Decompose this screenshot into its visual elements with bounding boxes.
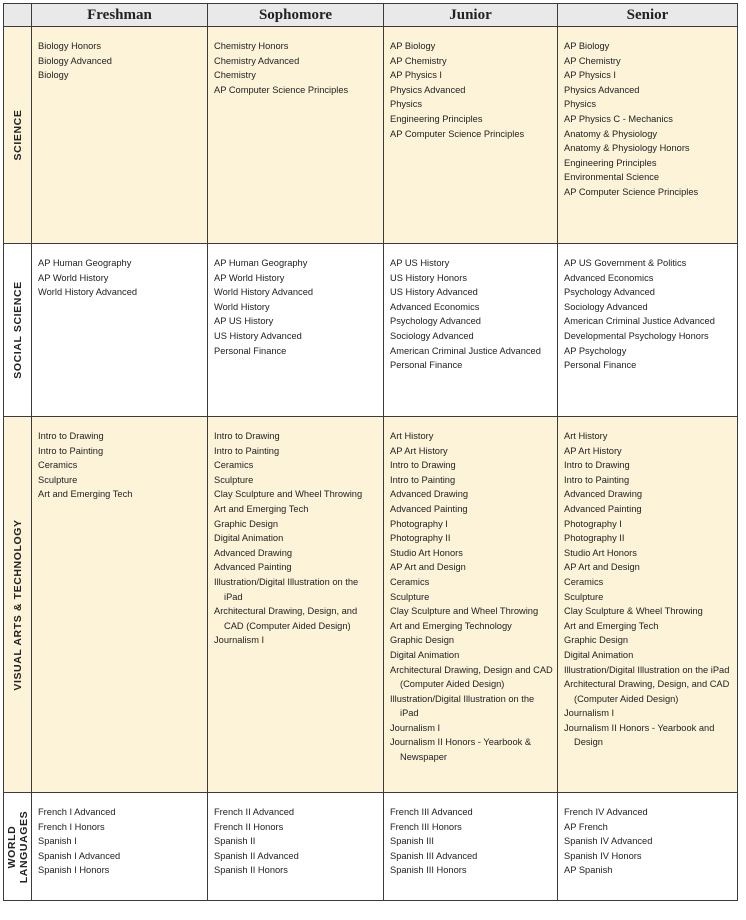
course-item: Digital Animation xyxy=(390,649,460,660)
row-social-science xyxy=(4,244,738,417)
course-item: AP Computer Science Principles xyxy=(390,128,525,139)
course-item: Art and Emerging Tech xyxy=(38,489,133,500)
course-item: Physics Advanced xyxy=(564,84,640,95)
course-item: AP World History xyxy=(38,272,109,283)
category-label: SCIENCE xyxy=(11,109,24,161)
col-header-junior: Junior xyxy=(384,4,558,27)
course-item: Advanced Painting xyxy=(564,503,642,514)
course-item: French I Honors xyxy=(38,821,105,832)
col-header-sophomore: Sophomore xyxy=(208,4,384,27)
course-item: Clay Sculpture & Wheel Throwing xyxy=(564,606,703,617)
course-item: Advanced Painting xyxy=(390,503,468,514)
row-world-languages xyxy=(4,793,738,901)
course-item: French III Advanced xyxy=(390,807,473,817)
course-item: Environmental Science xyxy=(564,172,660,183)
course-item: Ceramics xyxy=(390,576,430,587)
course-item: Spanish IV Advanced xyxy=(564,836,653,847)
course-item: AP Physics I xyxy=(390,70,443,81)
course-item: Physics Advanced xyxy=(390,84,466,95)
course-item: AP US Government & Politics xyxy=(564,258,687,268)
cell-world-languages-junior xyxy=(384,793,558,901)
category-world-languages xyxy=(4,793,32,901)
course-item: Advanced Economics xyxy=(390,301,480,312)
col-header-senior: Senior xyxy=(558,4,738,27)
course-item: Art and Emerging Technology xyxy=(390,620,512,631)
course-item: Advanced Economics xyxy=(564,272,654,283)
course-item: Art History xyxy=(390,431,434,441)
course-item: AP Psychology xyxy=(564,345,627,356)
course-item: Spanish I Honors xyxy=(38,865,110,876)
course-item: US History Advanced xyxy=(390,287,478,298)
course-item: Chemistry xyxy=(214,70,256,81)
course-item: Intro to Drawing xyxy=(214,431,280,441)
course-table xyxy=(3,3,738,901)
course-item: Spanish III xyxy=(390,836,434,847)
row-science xyxy=(4,27,738,244)
course-item: American Criminal Justice Advanced xyxy=(564,316,715,327)
course-item: AP Chemistry xyxy=(390,55,447,66)
course-item: Engineering Principles xyxy=(564,157,657,168)
course-item: AP Chemistry xyxy=(564,55,621,66)
course-item: World History Advanced xyxy=(38,287,138,298)
course-item: AP Computer Science Principles xyxy=(214,84,349,95)
course-item: Illustration/Digital Illustration on the iPad xyxy=(390,693,535,719)
course-item: French IV Advanced xyxy=(564,807,648,817)
course-item: Illustration/Digital Illustration on the iPad xyxy=(214,576,359,602)
cell-social-science-sophomore xyxy=(208,244,384,417)
course-item: Personal Finance xyxy=(390,360,463,371)
course-item: AP US History xyxy=(214,316,274,327)
category-label: WORLD LANGUAGES xyxy=(5,810,30,883)
category-science xyxy=(4,27,32,244)
course-item: Photography I xyxy=(390,518,448,529)
cell-visual-arts-sophomore xyxy=(208,417,384,793)
course-item: Psychology Advanced xyxy=(390,316,481,327)
cell-visual-arts-junior xyxy=(384,417,558,793)
course-item: French II Advanced xyxy=(214,807,295,817)
course-item: French I Advanced xyxy=(38,807,116,817)
cell-science-junior xyxy=(384,27,558,244)
course-item: Advanced Drawing xyxy=(564,489,643,500)
course-item: Ceramics xyxy=(38,460,78,471)
course-item: Sculpture xyxy=(214,474,254,485)
cell-science-freshman xyxy=(32,27,208,244)
course-item: Sculpture xyxy=(38,474,78,485)
course-item: Chemistry Honors xyxy=(214,41,289,51)
course-item: Intro to Painting xyxy=(214,445,280,456)
course-item: Spanish II Honors xyxy=(214,865,288,876)
course-item: Advanced Drawing xyxy=(214,547,293,558)
cell-world-languages-freshman xyxy=(32,793,208,901)
course-item: Digital Animation xyxy=(214,533,284,544)
course-item: Intro to Drawing xyxy=(390,460,456,471)
cell-social-science-senior xyxy=(558,244,738,417)
course-item: Sociology Advanced xyxy=(564,301,648,312)
course-item: AP Physics C - Mechanics xyxy=(564,113,673,124)
course-item: Advanced Drawing xyxy=(390,489,469,500)
course-item: Photography II xyxy=(390,533,451,544)
course-item: Graphic Design xyxy=(214,518,279,529)
category-visual-arts xyxy=(4,417,32,793)
col-header-freshman: Freshman xyxy=(32,4,208,27)
course-item: Personal Finance xyxy=(564,360,637,371)
course-item: Journalism I xyxy=(564,708,615,719)
row-visual-arts xyxy=(4,417,738,793)
course-item: Clay Sculpture and Wheel Throwing xyxy=(214,489,363,500)
course-item: Anatomy & Physiology Honors xyxy=(564,143,690,154)
course-item: Ceramics xyxy=(564,576,604,587)
course-item: Intro to Drawing xyxy=(564,460,630,471)
course-item: American Criminal Justice Advanced xyxy=(390,345,541,356)
course-item: Studio Art Honors xyxy=(564,547,637,558)
cell-world-languages-senior xyxy=(558,793,738,901)
cell-world-languages-sophomore xyxy=(208,793,384,901)
course-item: Art and Emerging Tech xyxy=(214,503,309,514)
course-item: Spanish III Advanced xyxy=(390,850,478,861)
course-item: Illustration/Digital Illustration on the iPad xyxy=(564,664,730,675)
course-item: Spanish II Advanced xyxy=(214,850,299,861)
course-item: Anatomy & Physiology xyxy=(564,128,658,139)
course-item: AP Art and Design xyxy=(564,562,640,573)
course-item: Graphic Design xyxy=(390,635,455,646)
cell-visual-arts-freshman xyxy=(32,417,208,793)
category-label: SOCIAL SCIENCE xyxy=(11,281,24,379)
course-item: AP Human Geography xyxy=(38,258,132,268)
course-item: Journalism II Honors - Yearbook and Design xyxy=(564,722,715,748)
course-item: Biology Advanced xyxy=(38,55,112,66)
course-item: World History Advanced xyxy=(214,287,314,298)
course-item: AP Physics I xyxy=(564,70,617,81)
course-item: Spanish II xyxy=(214,836,256,847)
course-item: Art and Emerging Tech xyxy=(564,620,659,631)
course-item: French II Honors xyxy=(214,821,284,832)
course-item: Advanced Painting xyxy=(214,562,292,573)
course-item: Physics xyxy=(564,99,597,110)
course-item: AP Art History xyxy=(564,445,622,456)
course-item: Developmental Psychology Honors xyxy=(564,330,709,341)
course-item: AP World History xyxy=(214,272,285,283)
course-item: Architectural Drawing, Design, and CAD (Computer Aided Design) xyxy=(564,679,730,704)
course-item: Journalism II Honors - Yearbook & Newspaper xyxy=(390,737,532,763)
course-item: World History xyxy=(214,301,270,312)
course-item: Photography I xyxy=(564,518,622,529)
course-item: AP Biology xyxy=(564,41,610,51)
category-label: VISUAL ARTS & TECHNOLOGY xyxy=(11,518,24,691)
course-item: Intro to Painting xyxy=(390,474,456,485)
course-item: Engineering Principles xyxy=(390,113,483,124)
course-item: Physics xyxy=(390,99,423,110)
course-item: Sculpture xyxy=(390,591,430,602)
cell-science-senior xyxy=(558,27,738,244)
course-item: AP Human Geography xyxy=(214,258,308,268)
course-item: Intro to Drawing xyxy=(38,431,104,441)
course-item: AP Art History xyxy=(390,445,448,456)
course-item: Studio Art Honors xyxy=(390,547,463,558)
cell-social-science-junior xyxy=(384,244,558,417)
course-item: US History Honors xyxy=(390,272,467,283)
category-social-science xyxy=(4,244,32,417)
course-item: Spanish III Honors xyxy=(390,865,467,876)
course-item: Journalism I xyxy=(214,635,265,646)
course-item: Art History xyxy=(564,431,608,441)
course-item: Spanish IV Honors xyxy=(564,850,642,861)
cell-social-science-freshman xyxy=(32,244,208,417)
course-item: Spanish I Advanced xyxy=(38,850,121,861)
course-item: Spanish I xyxy=(38,836,77,847)
cell-science-sophomore xyxy=(208,27,384,244)
course-item: Clay Sculpture and Wheel Throwing xyxy=(390,606,539,617)
course-item: AP US History xyxy=(390,258,450,268)
cell-visual-arts-senior xyxy=(558,417,738,793)
course-item: Journalism I xyxy=(390,722,441,733)
course-item: Sculpture xyxy=(564,591,604,602)
course-item: Intro to Painting xyxy=(38,445,104,456)
header-row xyxy=(4,4,738,27)
course-item: US History Advanced xyxy=(214,330,302,341)
course-item: French III Honors xyxy=(390,821,462,832)
course-item: AP Spanish xyxy=(564,865,613,876)
course-item: AP Art and Design xyxy=(390,562,466,573)
course-item: Biology xyxy=(38,70,69,81)
course-item: Architectural Drawing, Design, and CAD (Computer Aided Design) xyxy=(214,606,358,631)
corner-cell xyxy=(4,4,32,27)
course-item: Personal Finance xyxy=(214,345,287,356)
course-item: AP Computer Science Principles xyxy=(564,186,699,197)
course-item: Biology Honors xyxy=(38,41,102,51)
course-item: Chemistry Advanced xyxy=(214,55,300,66)
course-item: Psychology Advanced xyxy=(564,287,655,298)
course-item: Digital Animation xyxy=(564,649,634,660)
course-item: Intro to Painting xyxy=(564,474,630,485)
course-item: Photography II xyxy=(564,533,625,544)
course-item: Architectural Drawing, Design and CAD (Computer Aided Design) xyxy=(390,664,553,690)
course-item: Sociology Advanced xyxy=(390,330,474,341)
course-item: AP Biology xyxy=(390,41,436,51)
course-item: Ceramics xyxy=(214,460,254,471)
course-item: Graphic Design xyxy=(564,635,629,646)
course-item: AP French xyxy=(564,821,608,832)
